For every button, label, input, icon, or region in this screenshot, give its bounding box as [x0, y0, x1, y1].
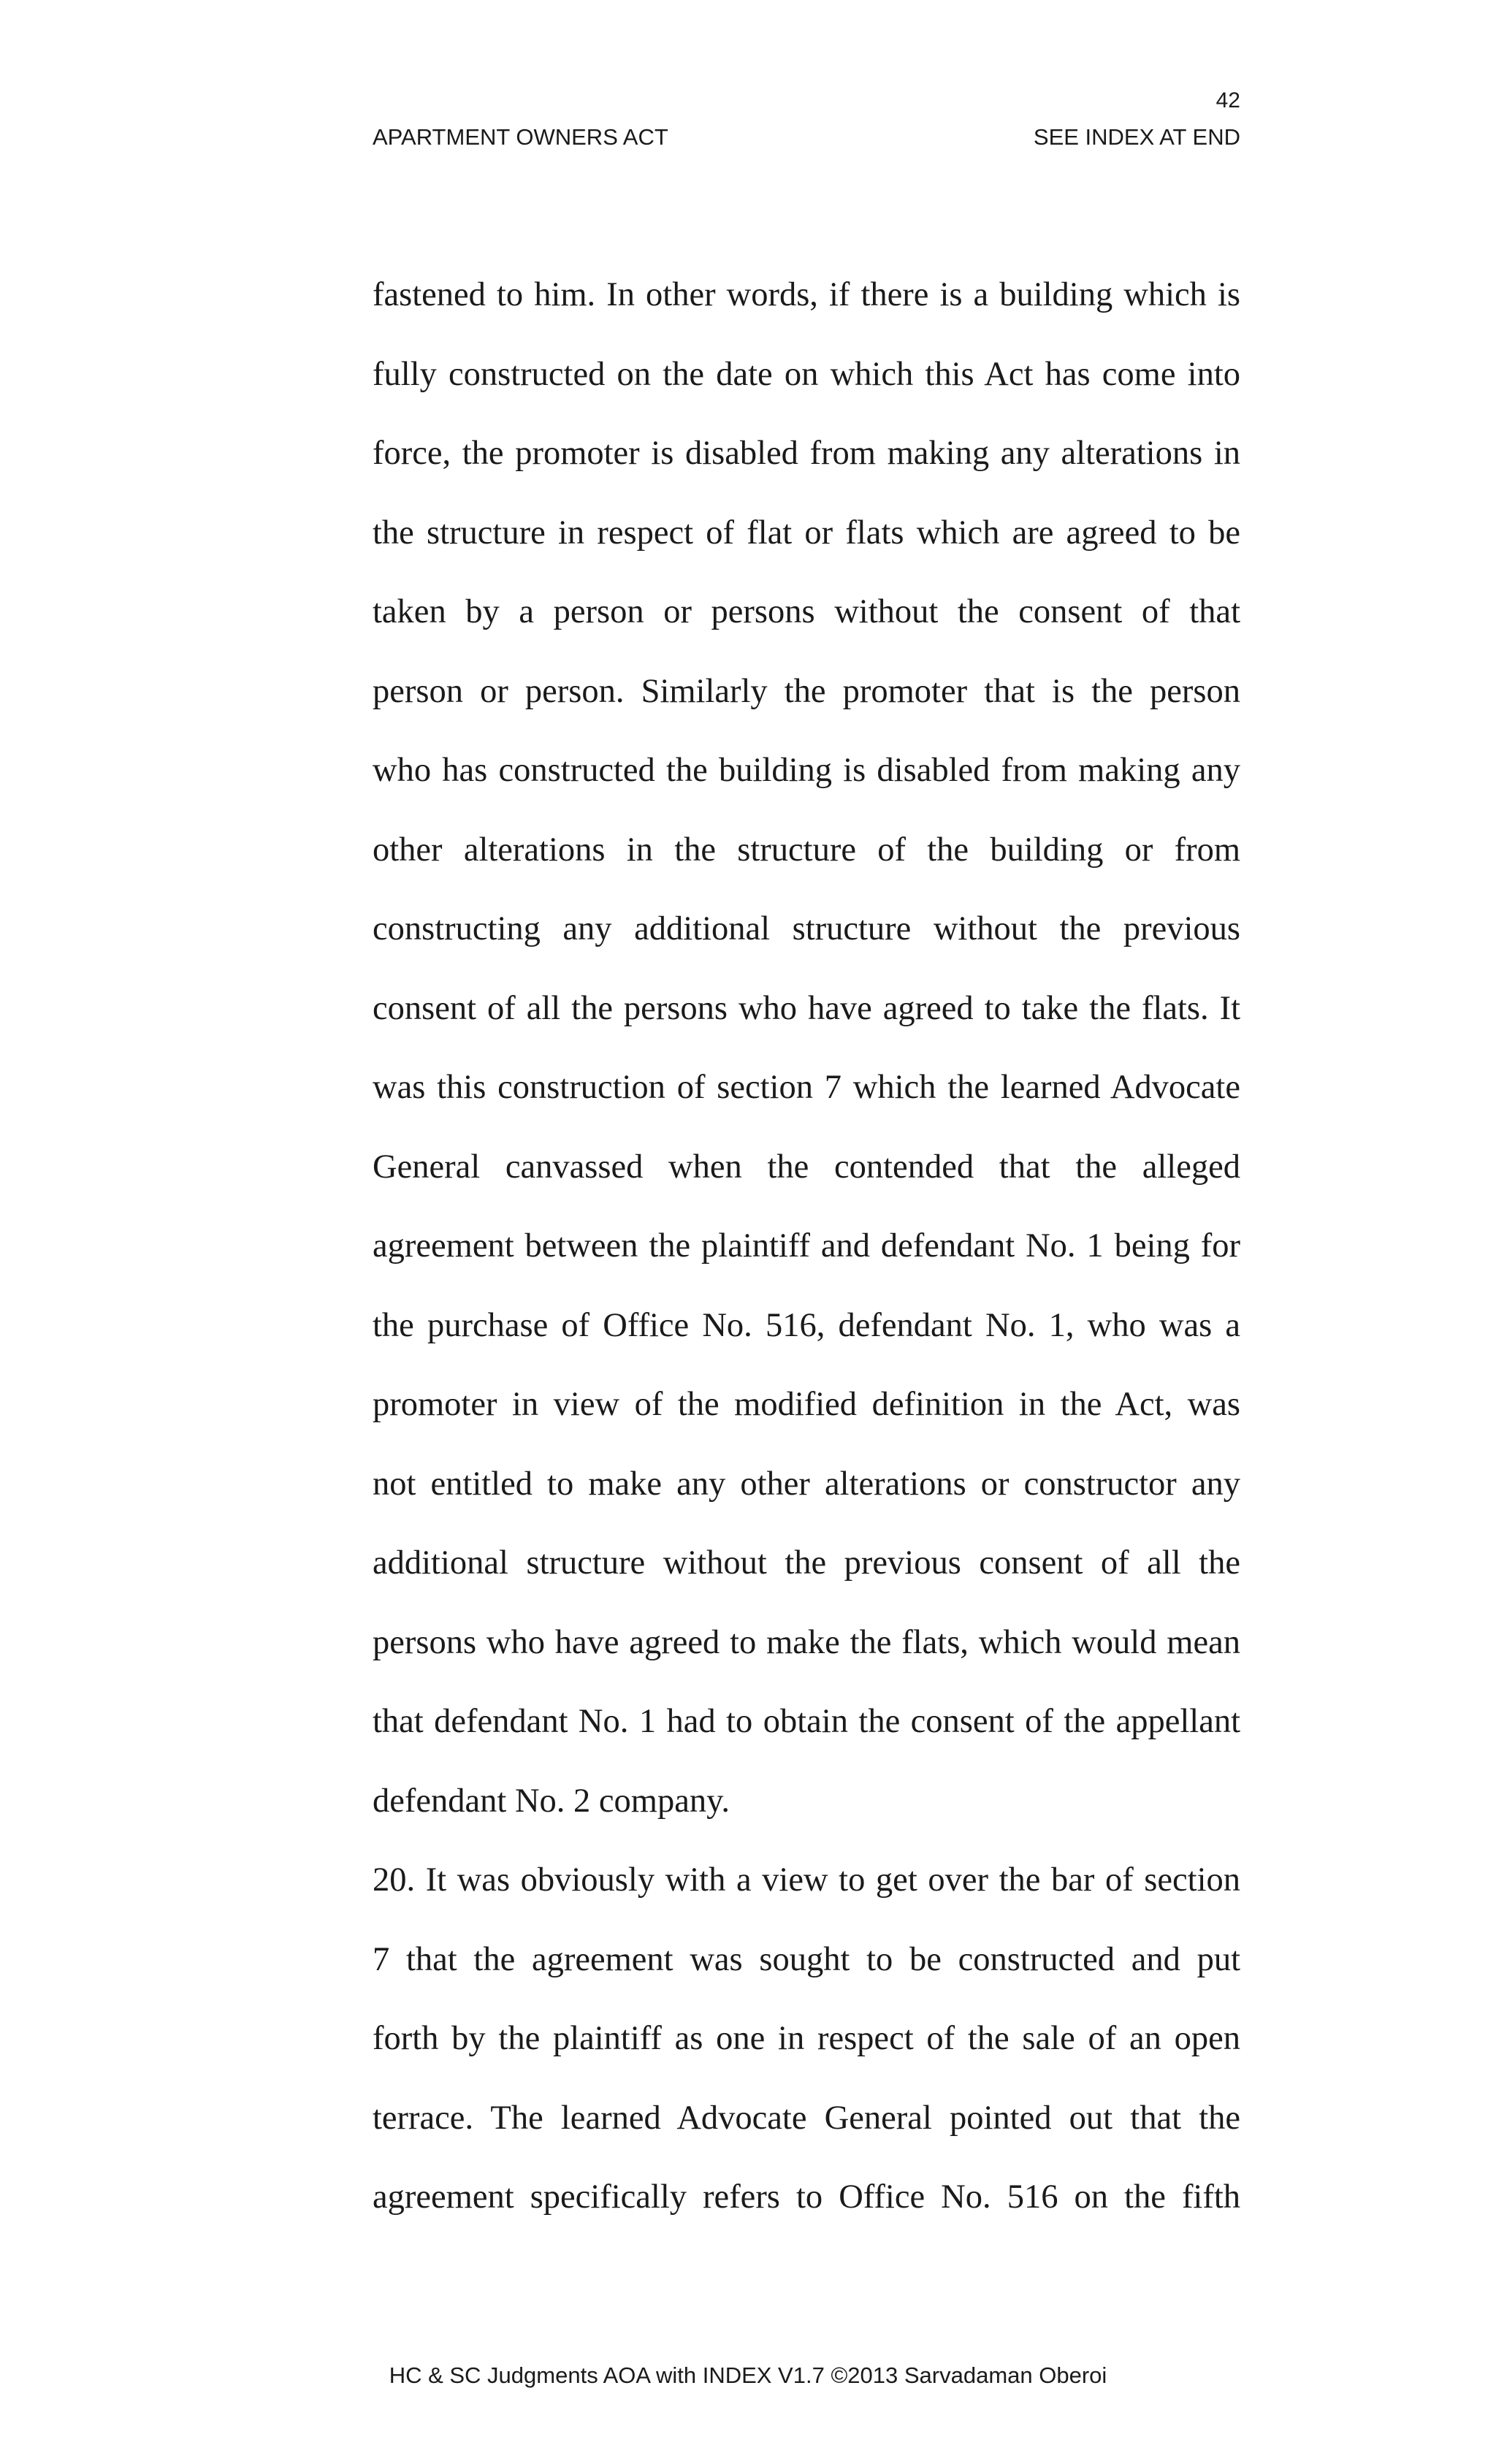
- header-title: APARTMENT OWNERS ACT: [373, 124, 668, 150]
- text-line: person or person. Similarly the promoter that is the person: [373, 672, 1240, 710]
- text-line: the structure in respect of flat or flats which are agreed to be: [373, 514, 1240, 552]
- text-line: who has constructed the building is disabled from making any: [373, 752, 1240, 789]
- footer-copyright: HC & SC Judgments AOA with INDEX V1.7 ©2013 Sarvadaman Oberoi: [389, 2362, 1107, 2388]
- running-header: [373, 123, 1240, 152]
- text-line: force, the promoter is disabled from making any alterations in: [373, 435, 1240, 472]
- paragraph-20-start: 20. It was obviously with a view to get over the bar of section: [373, 1861, 1240, 1899]
- text-line: persons who have agreed to make the flats, which would mean: [373, 1623, 1240, 1661]
- text-line: 7 that the agreement was sought to be constructed and put: [373, 1940, 1240, 1978]
- text-line: fastened to him. In other words, if there is a building which is: [373, 276, 1240, 313]
- judgment-body-text: [373, 256, 1240, 2238]
- text-line: not entitled to make any other alterations or constructor any: [373, 1465, 1240, 1503]
- text-line: forth by the plaintiff as one in respect of the sale of an open: [373, 2020, 1240, 2057]
- text-line: the purchase of Office No. 516, defendant No. 1, who was a: [373, 1306, 1240, 1344]
- text-line: additional structure without the previous consent of all the: [373, 1544, 1240, 1582]
- text-line: agreement specifically refers to Office No. 516 on the fifth: [373, 2178, 1240, 2216]
- text-line: taken by a person or persons without the consent of that: [373, 593, 1240, 630]
- text-line: was this construction of section 7 which the learned Advocate: [373, 1069, 1240, 1106]
- text-line: constructing any additional structure without the previous: [373, 910, 1240, 947]
- text-line: defendant No. 2 company.: [373, 1782, 730, 1820]
- header-index-note: SEE INDEX AT END: [1033, 124, 1240, 150]
- text-line: other alterations in the structure of the building or from: [373, 831, 1240, 869]
- page-number: 42: [1216, 88, 1240, 112]
- text-line: General canvassed when the contended that the alleged: [373, 1148, 1240, 1186]
- text-line: terrace. The learned Advocate General pointed out that the: [373, 2099, 1240, 2137]
- text-line: that defendant No. 1 had to obtain the consent of the appellant: [373, 1703, 1240, 1740]
- text-line: agreement between the plaintiff and defendant No. 1 being for: [373, 1227, 1240, 1265]
- text-line: consent of all the persons who have agreed to take the flats. It: [373, 989, 1240, 1027]
- text-line: promoter in view of the modified definition in the Act, was: [373, 1386, 1240, 1423]
- text-line: fully constructed on the date on which this Act has come into: [373, 355, 1240, 393]
